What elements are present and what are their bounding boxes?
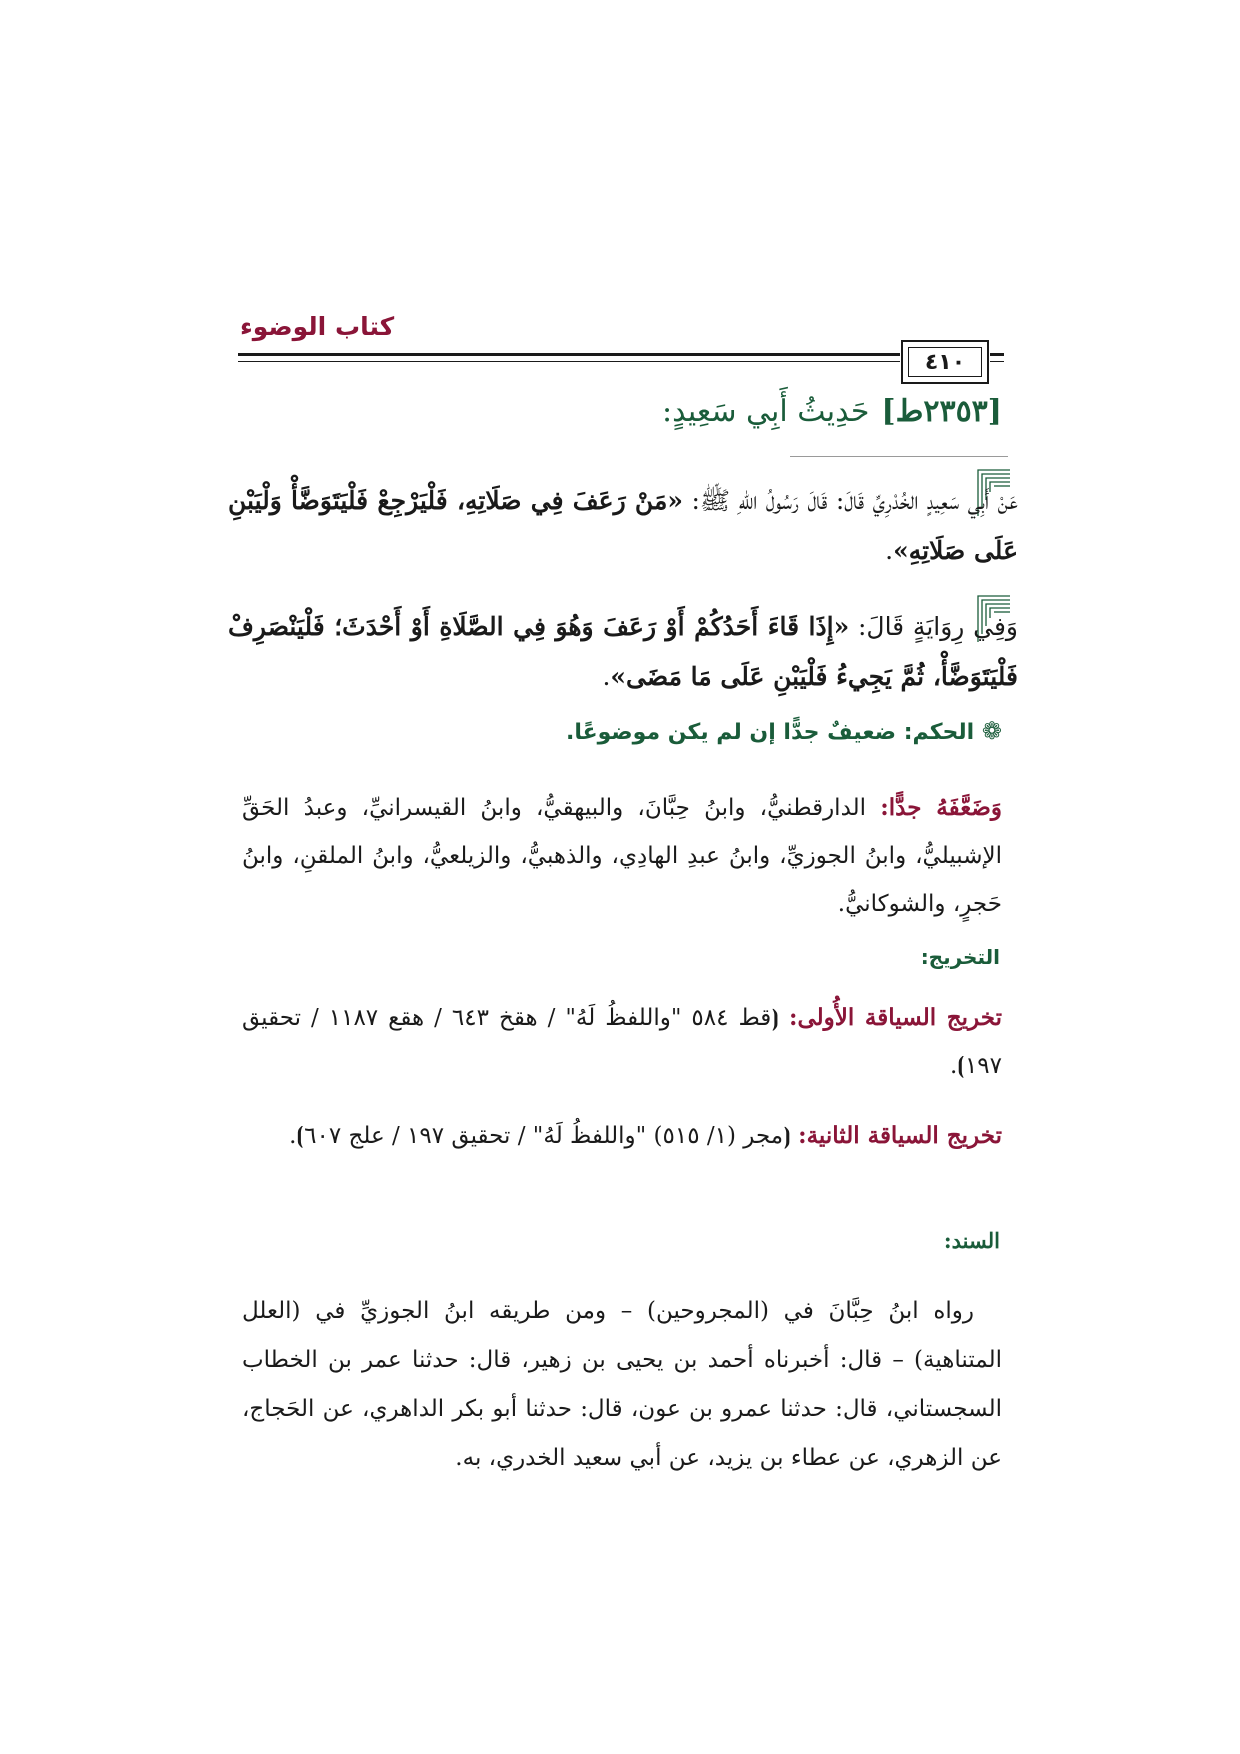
book-title: كتاب الوضوء (240, 312, 395, 341)
takhrij-second (242, 1112, 1002, 1160)
page-number: ٤١٠ (908, 347, 982, 377)
ruling-text: ضعيفٌ جدًّا إن لم يكن موضوعًا. (565, 720, 897, 745)
flower-ornament-icon: ❁ (981, 717, 1002, 745)
narration-main (228, 476, 1018, 576)
narration-variant (228, 602, 1018, 702)
header-rule-top (238, 353, 900, 356)
takhrij-first (242, 994, 1002, 1090)
ruling-label: الحكم: (903, 720, 975, 745)
header-rule-right-top (990, 353, 1004, 356)
ruling-line (222, 717, 1002, 745)
page-number-box (901, 340, 989, 384)
takhrij-first-label: تخريج السياقة الأُولى: (788, 1004, 1002, 1031)
narration-variant-end: . (602, 662, 611, 691)
takhrij-second-text: ⦗مجر (١/ ٥١٥) "واللفظُ لَهُ" / تحقيق ١٩٧ / علج ٦٠٧⦘. (289, 1123, 791, 1149)
narration-variant-text: «إِذَا قَاءَ أَحَدُكُمْ أَوْ رَعَفَ وَهُوَ فِي الصَّلَاةِ أَوْ أَحْدَثَ؛ فَلْيَنْصَرِفْ فَلْيَتَوَضَّأْ، ثُمَّ يَجِيءُ فَلْيَبْنِ عَلَى مَا مَضَى» (228, 612, 1018, 691)
sanad-text: رواه ابنُ حِبَّانَ في (المجروحين) – ومن طريقه ابنُ الجوزيِّ في (العلل المتناهية) – قال: أخبرناه أحمد بن يحيى بن زهير، قال: حدثنا عمر بن الخطاب السجستاني، قال: حدثنا عمرو بن عون، قال: حدثنا أبو بكر الداهري، عن الحَجاج، عن الزهري، عن عطاء بن يزيد، عن أبي سعيد الخدري، به. (242, 1298, 1002, 1471)
hadith-heading (242, 394, 1002, 429)
weakened-by-text: الدارقطنيُّ، وابنُ حِبَّانَ، والبيهقيُّ، وابنُ القيسرانيِّ، وعبدُ الحَقِّ الإشبيليُّ، وابنُ الجوزيِّ، وابنُ عبدِ الهادِي، والذهبيُّ، والزيلعيُّ، وابنُ الملقنِ، وابنُ حَجرٍ، والشوكانيُّ. (242, 795, 1002, 917)
hadith-number: [٢٣٥٣ط] (881, 394, 1002, 429)
header-rule-bottom (238, 361, 900, 362)
narration-main-text: «مَنْ رَعَفَ فِي صَلَاتِهِ، فَلْيَرْجِعْ فَلْيَتَوَضَّأْ وَلْيَبْنِ عَلَى صَلَاتِهِ» (228, 486, 1018, 565)
narration-main-intro: عَنْ أَبِي سَعِيدٍ الخُدْرِيِّ قَالَ: قَالَ رَسُولُ اللهِ ﷺ: (682, 486, 1018, 515)
takhrij-second-label: تخريج السياقة الثانية: (798, 1122, 1002, 1149)
sanad-heading: السند: (943, 1228, 1000, 1253)
weakened-by-paragraph (242, 784, 1002, 928)
narration-main-end: . (885, 536, 894, 565)
weakened-by-label: وَضَعَّفَهُ جدًّا: (880, 794, 1003, 821)
heading-underline (790, 456, 1008, 457)
takhrij-heading: التخريج: (920, 945, 1000, 969)
hadith-title: حَدِيثُ أَبِي سَعِيدٍ: (662, 394, 870, 429)
sanad-paragraph (242, 1287, 1002, 1483)
takhrij-first-text: ⦗قط ٥٨٤ "واللفظُ لَهُ" / هقخ ٦٤٣ / هقع ١١٨٧ / تحقيق ١٩٧⦘. (242, 1005, 1002, 1079)
header-rule-right-bottom (990, 361, 1004, 362)
narration-variant-intro: وَفِي رِوَايَةٍ قَالَ: (849, 612, 1018, 641)
